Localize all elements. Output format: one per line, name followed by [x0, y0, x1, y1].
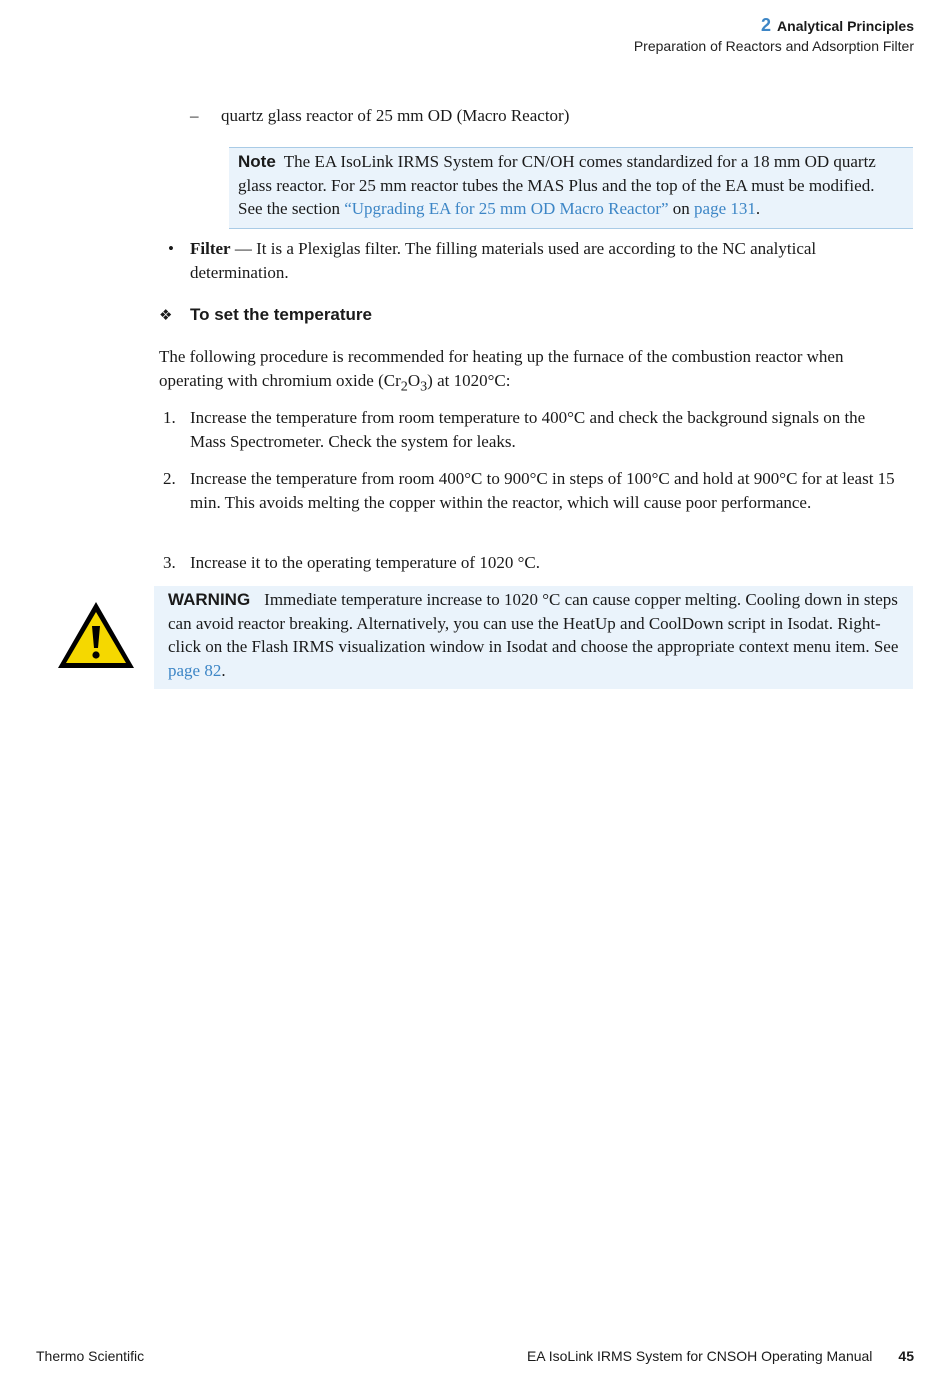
page-131-link[interactable]: page 131 [694, 199, 756, 218]
warning-content [168, 588, 903, 682]
page-82-link[interactable]: page 82 [168, 660, 222, 680]
note-label: Note [238, 152, 276, 171]
diamond-bullet-icon: ❖ [159, 307, 173, 324]
intro-subscript-1: 2 [400, 377, 408, 394]
bullet-description: — It is a Plexiglas filter. The filling materials used are according to the NC analytical determination. [190, 239, 817, 282]
warning-text-2: . [221, 660, 226, 680]
footer-company: Thermo Scientific [36, 1348, 145, 1364]
chapter-title: Analytical Principles [777, 18, 914, 34]
bullet-marker: • [168, 239, 174, 258]
procedure-heading-text: To set the temperature [190, 305, 373, 324]
chapter-number: 2 [761, 15, 772, 35]
intro-text-1: The following procedure is recommended for heating up the furnace of the combustion reactor when operating with chromium oxide (Cr [159, 347, 844, 390]
dash-item-text: quartz glass reactor of 25 mm OD (Macro Reactor) [221, 106, 570, 125]
footer-page-number: 45 [898, 1348, 914, 1364]
intro-text-3: ) at 1020°C: [427, 370, 511, 390]
page-header [634, 14, 914, 55]
note-content [238, 150, 903, 221]
step-text: Increase it to the operating temperature of 1020 °C. [190, 553, 540, 572]
warning-label: WARNING [168, 590, 251, 609]
footer-right [527, 1348, 914, 1364]
note-text-1: The EA IsoLink IRMS System for CN/OH comes standardized for a 18 mm OD quartz glass reactor. For 25 mm reactor tubes the MAS Plus and the top of the EA must be modified. See the section [238, 152, 876, 218]
footer-manual-title: EA IsoLink IRMS System for CNSOH Operating Manual [526, 1348, 873, 1364]
note-text-3: . [755, 199, 761, 218]
step-text: Increase the temperature from room temperature to 400°C and check the background signals on the Mass Spectrometer. Check the system for leaks. [190, 408, 866, 451]
procedure-heading [159, 305, 372, 325]
step-number: 3. [163, 553, 176, 572]
section-link[interactable]: “Upgrading EA for 25 mm OD Macro Reactor” [344, 199, 669, 218]
section-title: Preparation of Reactors and Adsorption Filter [633, 38, 914, 54]
dash-marker: – [190, 106, 199, 125]
note-text-2: on [668, 199, 695, 218]
chapter-line [634, 14, 914, 37]
note-box [229, 147, 913, 229]
step-text: Increase the temperature from room 400°C to 900°C in steps of 100°C and hold at 900°C for at least 15 min. This avoids melting the copper within the reactor, which will cause poor performance. [190, 469, 895, 512]
bullet-text [190, 237, 880, 284]
warning-triangle-icon [56, 600, 136, 670]
step-number: 2. [163, 469, 176, 488]
intro-subscript-2: 3 [420, 377, 428, 394]
procedure-intro [159, 345, 911, 398]
intro-text-2: O [407, 370, 421, 390]
warning-box [154, 586, 913, 689]
bullet-term: Filter [190, 239, 231, 258]
step-number: 1. [163, 408, 176, 427]
warning-text-1: Immediate temperature increase to 1020 °C can cause copper melting. Cooling down in steps can avoid reactor breaking. Alternatively, you can use the HeatUp and CoolDown script in Isodat. Right-click on the Flash IRMS visualization window in Isodat and choose the appropriate context menu item. See [168, 590, 899, 656]
